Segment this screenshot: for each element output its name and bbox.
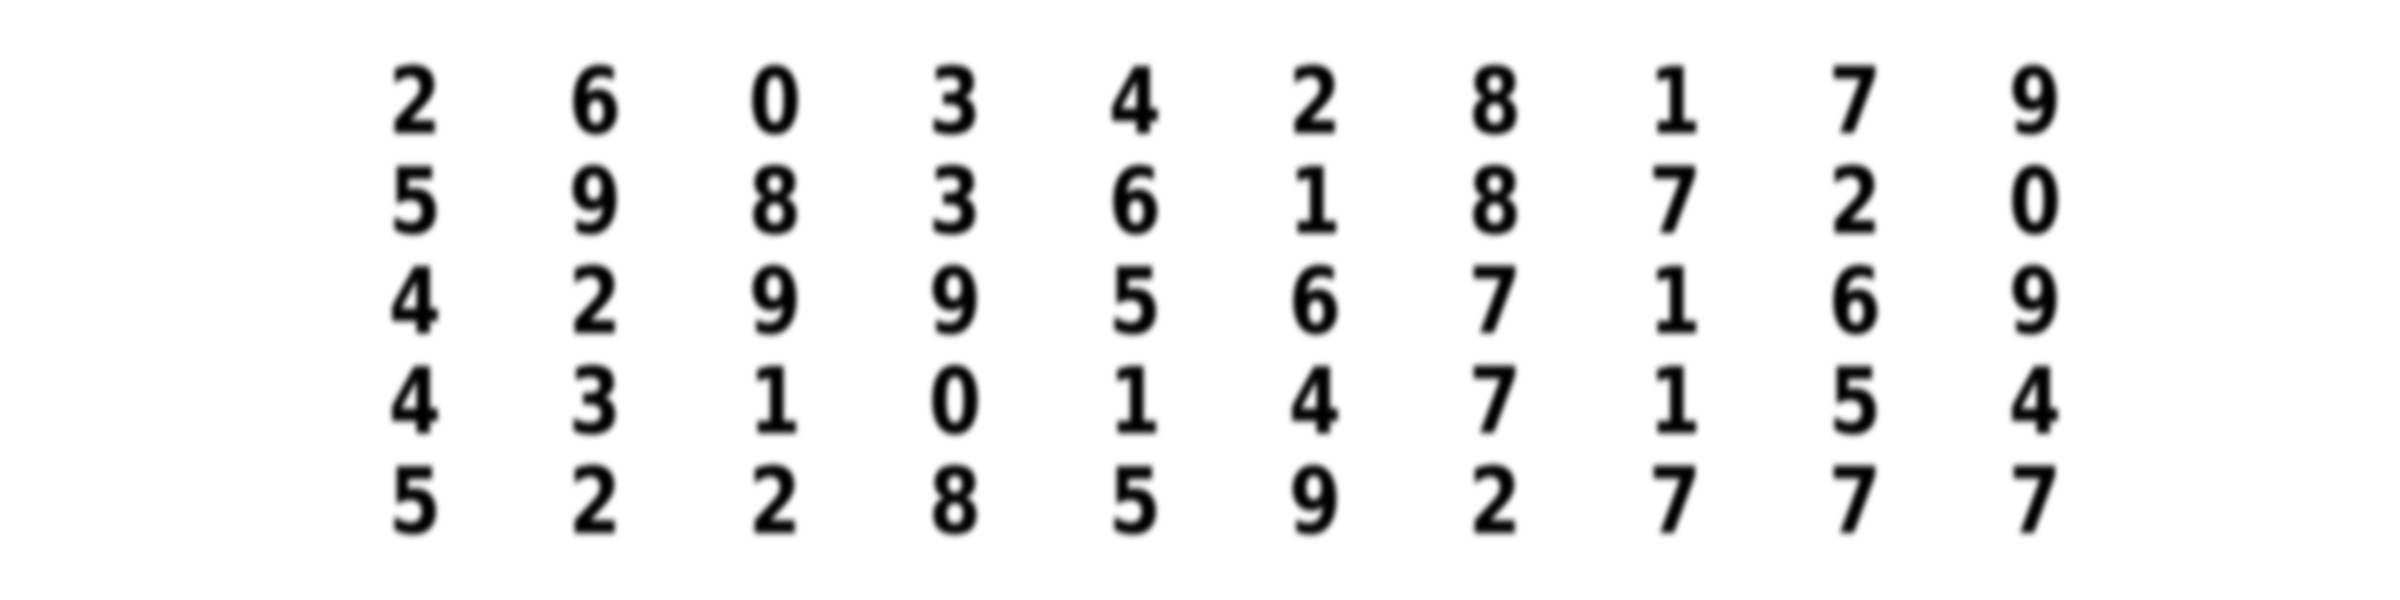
handwritten-digit: 3	[568, 348, 622, 455]
digit-cell	[685, 248, 865, 355]
digit-cell	[1225, 148, 1405, 255]
digit-cell	[685, 348, 865, 455]
handwritten-digit: 9	[748, 248, 802, 355]
digit-cell	[685, 448, 865, 555]
digit-cell	[505, 48, 685, 155]
digit-cell	[1765, 448, 1945, 555]
handwritten-digit: 7	[1648, 448, 1702, 555]
handwritten-digit: 6	[1828, 248, 1882, 355]
handwritten-digit: 5	[1828, 348, 1882, 455]
digit-cell	[1225, 448, 1405, 555]
digit-cell	[1405, 48, 1585, 155]
handwritten-digit: 2	[1288, 48, 1342, 155]
handwritten-digit: 1	[1648, 348, 1702, 455]
handwritten-digit: 9	[568, 148, 622, 255]
handwritten-digit: 2	[748, 448, 802, 555]
digit-cell	[1225, 48, 1405, 155]
handwritten-digit: 7	[2008, 448, 2062, 555]
handwritten-digit: 6	[1288, 248, 1342, 355]
digit-cell	[1225, 348, 1405, 455]
digit-cell	[1045, 248, 1225, 355]
handwritten-digit: 1	[1648, 48, 1702, 155]
handwritten-digit: 8	[928, 448, 982, 555]
digit-cell	[865, 348, 1045, 455]
digit-cell	[1045, 348, 1225, 455]
digit-cell	[1585, 148, 1765, 255]
digit-cell	[1405, 348, 1585, 455]
digit-cell	[1765, 248, 1945, 355]
digit-cell	[505, 248, 685, 355]
handwritten-digit: 7	[1828, 448, 1882, 555]
digit-cell	[1945, 148, 2125, 255]
digit-cell	[865, 248, 1045, 355]
digit-cell	[1765, 48, 1945, 155]
handwritten-digit: 4	[1288, 348, 1342, 455]
handwritten-digit: 5	[1108, 448, 1162, 555]
digit-cell	[865, 448, 1045, 555]
digit-cell	[1945, 448, 2125, 555]
digit-cell	[325, 348, 505, 455]
handwritten-digit: 5	[388, 448, 442, 555]
handwritten-digit: 8	[1468, 48, 1522, 155]
digit-cell	[865, 48, 1045, 155]
digit-cell	[505, 348, 685, 455]
handwritten-digit: 9	[928, 248, 982, 355]
handwritten-digit: 9	[1288, 448, 1342, 555]
digit-cell	[1045, 448, 1225, 555]
handwritten-digit: 2	[1468, 448, 1522, 555]
digit-cell	[1045, 148, 1225, 255]
handwritten-digit: 3	[928, 148, 982, 255]
handwritten-digit: 4	[388, 248, 442, 355]
handwritten-digit: 1	[1108, 348, 1162, 455]
handwritten-digit: 9	[2008, 48, 2062, 155]
digit-cell	[1945, 348, 2125, 455]
digit-cell	[1405, 148, 1585, 255]
digit-cell	[1945, 248, 2125, 355]
digit-image-grid	[325, 48, 2125, 555]
handwritten-digit: 0	[2008, 148, 2062, 255]
digit-cell	[1405, 248, 1585, 355]
handwritten-digit: 7	[1468, 348, 1522, 455]
handwritten-digit: 4	[388, 348, 442, 455]
handwritten-digit: 7	[1468, 248, 1522, 355]
digit-cell	[1765, 148, 1945, 255]
digit-cell	[505, 148, 685, 255]
digit-cell	[325, 248, 505, 355]
digit-cell	[1765, 348, 1945, 455]
digit-cell	[1045, 48, 1225, 155]
digit-cell	[865, 148, 1045, 255]
handwritten-digit: 4	[2008, 348, 2062, 455]
digit-cell	[325, 148, 505, 255]
digit-cell	[325, 48, 505, 155]
handwritten-digit: 1	[1648, 248, 1702, 355]
handwritten-digit: 8	[1468, 148, 1522, 255]
digit-cell	[685, 48, 865, 155]
digit-cell	[1945, 48, 2125, 155]
digit-cell	[325, 448, 505, 555]
digit-cell	[1585, 48, 1765, 155]
handwritten-digit: 2	[1828, 148, 1882, 255]
handwritten-digit: 0	[748, 48, 802, 155]
handwritten-digit: 7	[1828, 48, 1882, 155]
digit-cell	[1405, 448, 1585, 555]
digit-cell	[685, 148, 865, 255]
digit-cell	[1585, 348, 1765, 455]
handwritten-digit: 2	[568, 448, 622, 555]
handwritten-digit: 6	[568, 48, 622, 155]
handwritten-digit: 2	[388, 48, 442, 155]
handwritten-digit: 5	[388, 148, 442, 255]
digit-cell	[1585, 448, 1765, 555]
handwritten-digit: 8	[748, 148, 802, 255]
handwritten-digit: 3	[928, 48, 982, 155]
digit-cell	[505, 448, 685, 555]
handwritten-digit: 1	[1288, 148, 1342, 255]
digit-cell	[1585, 248, 1765, 355]
handwritten-digit: 7	[1648, 148, 1702, 255]
handwritten-digit: 9	[2008, 248, 2062, 355]
handwritten-digit: 5	[1108, 248, 1162, 355]
handwritten-digit: 1	[748, 348, 802, 455]
handwritten-digit: 2	[568, 248, 622, 355]
handwritten-digit: 6	[1108, 148, 1162, 255]
digit-cell	[1225, 248, 1405, 355]
handwritten-digit: 4	[1108, 48, 1162, 155]
handwritten-digit: 0	[928, 348, 982, 455]
